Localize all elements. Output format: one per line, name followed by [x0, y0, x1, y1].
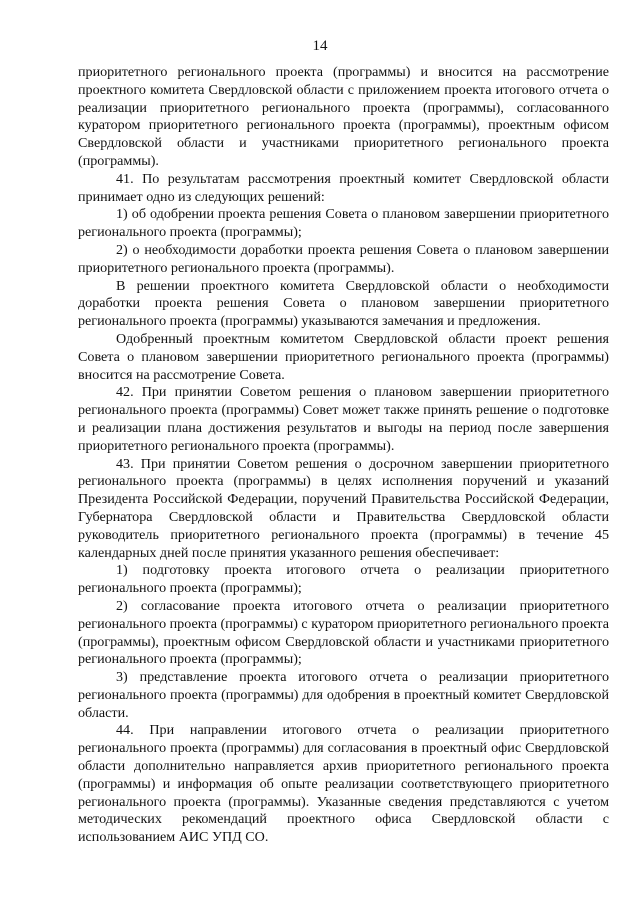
paragraph-clause-41: 41. По результатам рассмотрения проектный комитет Свердловской области принимает одно из следующих решений: — [78, 170, 609, 205]
page-number: 14 — [312, 38, 328, 54]
paragraph: Одобренный проектным комитетом Свердловской области проект решения Совета о плановом завершении приоритетного регионального проекта (программы) вносится на рассмотрение Совета. — [78, 330, 609, 383]
paragraph-clause-42: 42. При принятии Советом решения о плановом завершении приоритетного регионального проекта (программы) Совет может также принять решение о подготовке и реализации плана достижения результатов и выгоды на период после завершения приоритетного регионального проекта (программы). — [78, 384, 609, 454]
list-item: 2) согласование проекта итогового отчета о реализации приоритетного регионального проекта (программы) с куратором приоритетного регионального проекта (программы), проектным офисом Свердловской области и участниками приоритетного регионального проекта (программы); — [78, 597, 609, 668]
paragraph: В решении проектного комитета Свердловской области о необходимости доработки проекта решения Совета о плановом завершении приоритетного регионального проекта (программы) указываются замечания и предложения. — [78, 277, 609, 330]
paragraph-clause-44: 44. При направлении итогового отчета о реализации приоритетного регионального проекта (программы) для согласования в проектный офис Свердловской области дополнительно направляется архив приоритетного регионального проекта (программы) и информация об опыте реализации соответствующего приоритетного регионального проекта (программы). Указанные сведения представляются с учетом методических рекомендаций проектного офиса Свердловской области с использованием АИС УПД СО. — [78, 722, 609, 846]
list-item: 1) подготовку проекта итогового отчета о реализации приоритетного регионального проекта (программы); — [78, 562, 609, 597]
paragraph-clause-43: 43. При принятии Советом решения о досрочном завершении приоритетного регионального проекта (программы) в целях исполнения поручений и указаний Президента Российской Федерации, поручений Правительства Российской Федерации, Губернатора Свердловской области и Правительства Свердловской области руководитель приоритетного регионального проекта (программы) в течение 45 календарных дней после принятия указанного решения обеспечивает: — [78, 455, 609, 561]
document-body — [78, 64, 609, 847]
paragraph: приоритетного регионального проекта (программы) и вносится на рассмотрение проектного комитета Свердловской области с приложением проекта итогового отчета о реализации приоритетного регионального проекта (программы), согласованного куратором приоритетного регионального проекта (программы), проектным офисом Свердловской области и участниками приоритетного регионального проекта (программы). — [78, 64, 609, 169]
list-item: 2) о необходимости доработки проекта решения Совета о плановом завершении приоритетного регионального проекта (программы). — [78, 241, 609, 276]
list-item: 1) об одобрении проекта решения Совета о плановом завершении приоритетного регионального проекта (программы); — [78, 206, 609, 241]
list-item: 3) представление проекта итогового отчета о реализации приоритетного регионального проекта (программы) для одобрения в проектный комитет Свердловской области. — [78, 669, 609, 721]
